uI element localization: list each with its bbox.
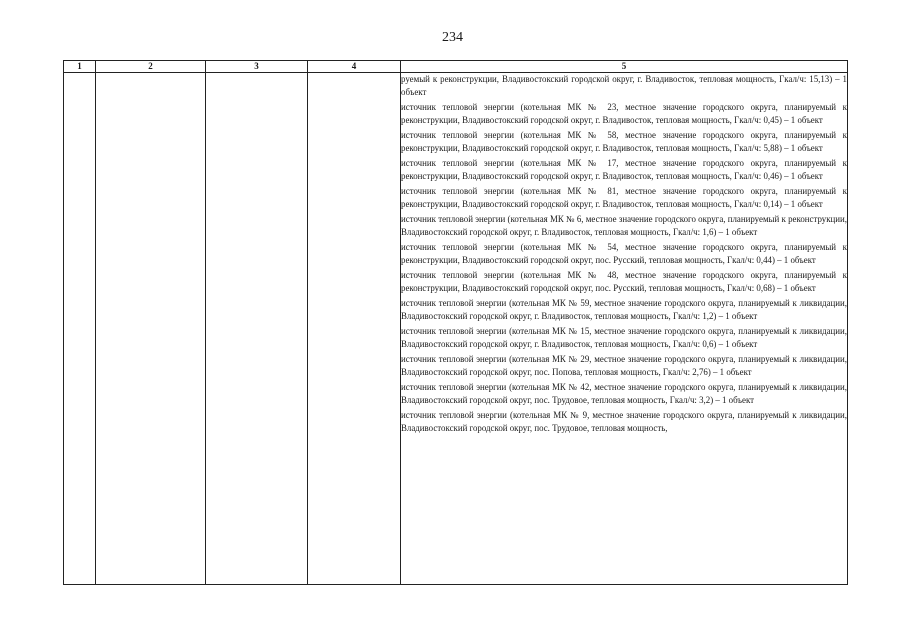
page-number: 234 (442, 30, 463, 45)
document-table (63, 60, 848, 585)
list-item: источник тепловой энергии (котельная МК № 54, местное значение городского округа, планируемый к реконструкции, Владивостокский городской округ, пос. Русский, тепловая мощность, Гкал/ч: 0,44) – 1 объект (401, 241, 847, 266)
table-row (64, 73, 848, 585)
cell-column-2 (96, 73, 206, 585)
table-header-row (64, 61, 848, 73)
cell-column-5 (401, 73, 848, 585)
list-item: источник тепловой энергии (котельная МК № 42, местное значение городского округа, планируемый к ликвидации, Владивостокский городской округ, пос. Трудовое, тепловая мощность, Гкал/ч: 3,2) – 1 объект (401, 381, 847, 406)
list-item: источник тепловой энергии (котельная МК № 59, местное значение городского округа, планируемый к ликвидации, Владивостокский городской округ, г. Владивосток, тепловая мощность, Гкал/ч: 1,2) – 1 объект (401, 297, 847, 322)
column-header-3: 3 (206, 61, 308, 73)
column-header-1: 1 (64, 61, 96, 73)
cell-column-4 (308, 73, 401, 585)
column-header-5: 5 (401, 61, 848, 73)
list-item: источник тепловой энергии (котельная МК № 58, местное значение городского округа, планируемый к реконструкции, Владивостокский городской округ, г. Владивосток, тепловая мощность, Гкал/ч: 5,88) – 1 объект (401, 129, 847, 154)
list-item: источник тепловой энергии (котельная МК № 17, местное значение городского округа, планируемый к реконструкции, Владивостокский городской округ, г. Владивосток, тепловая мощность, Гкал/ч: 0,46) – 1 объект (401, 157, 847, 182)
list-item: источник тепловой энергии (котельная МК № 48, местное значение городского округа, планируемый к реконструкции, Владивостокский городской округ, пос. Русский, тепловая мощность, Гкал/ч: 0,68) – 1 объект (401, 269, 847, 294)
cell-column-1 (64, 73, 96, 585)
list-item: источник тепловой энергии (котельная МК № 23, местное значение городского округа, планируемый к реконструкции, Владивостокский городской округ, г. Владивосток, тепловая мощность, Гкал/ч: 0,45) – 1 объект (401, 101, 847, 126)
column-header-4: 4 (308, 61, 401, 73)
column-header-2: 2 (96, 61, 206, 73)
list-item: источник тепловой энергии (котельная МК № 6, местное значение городского округа, планируемый к реконструкции, Владивостокский городской округ, г. Владивосток, тепловая мощность, Гкал/ч: 1,6) – 1 объект (401, 213, 847, 238)
cell-column-3 (206, 73, 308, 585)
list-item: источник тепловой энергии (котельная МК № 15, местное значение городского округа, планируемый к ликвидации, Владивостокский городской округ, г. Владивосток, тепловая мощность, Гкал/ч: 0,6) – 1 объект (401, 325, 847, 350)
list-item: руемый к реконструкции, Владивостокский городской округ, г. Владивосток, тепловая мощность, Гкал/ч: 15,13) – 1 объект (401, 74, 847, 98)
list-item: источник тепловой энергии (котельная МК № 9, местное значение городского округа, планируемый к ликвидации, Владивостокский городской округ, пос. Трудовое, тепловая мощность, (401, 409, 847, 434)
list-item: источник тепловой энергии (котельная МК № 29, местное значение городского округа, планируемый к ликвидации, Владивостокский городской округ, пос. Попова, тепловая мощность, Гкал/ч: 2,76) – 1 объект (401, 353, 847, 378)
list-item: источник тепловой энергии (котельная МК № 81, местное значение городского округа, планируемый к реконструкции, Владивостокский городской округ, г. Владивосток, тепловая мощность, Гкал/ч: 0,14) – 1 объект (401, 185, 847, 210)
